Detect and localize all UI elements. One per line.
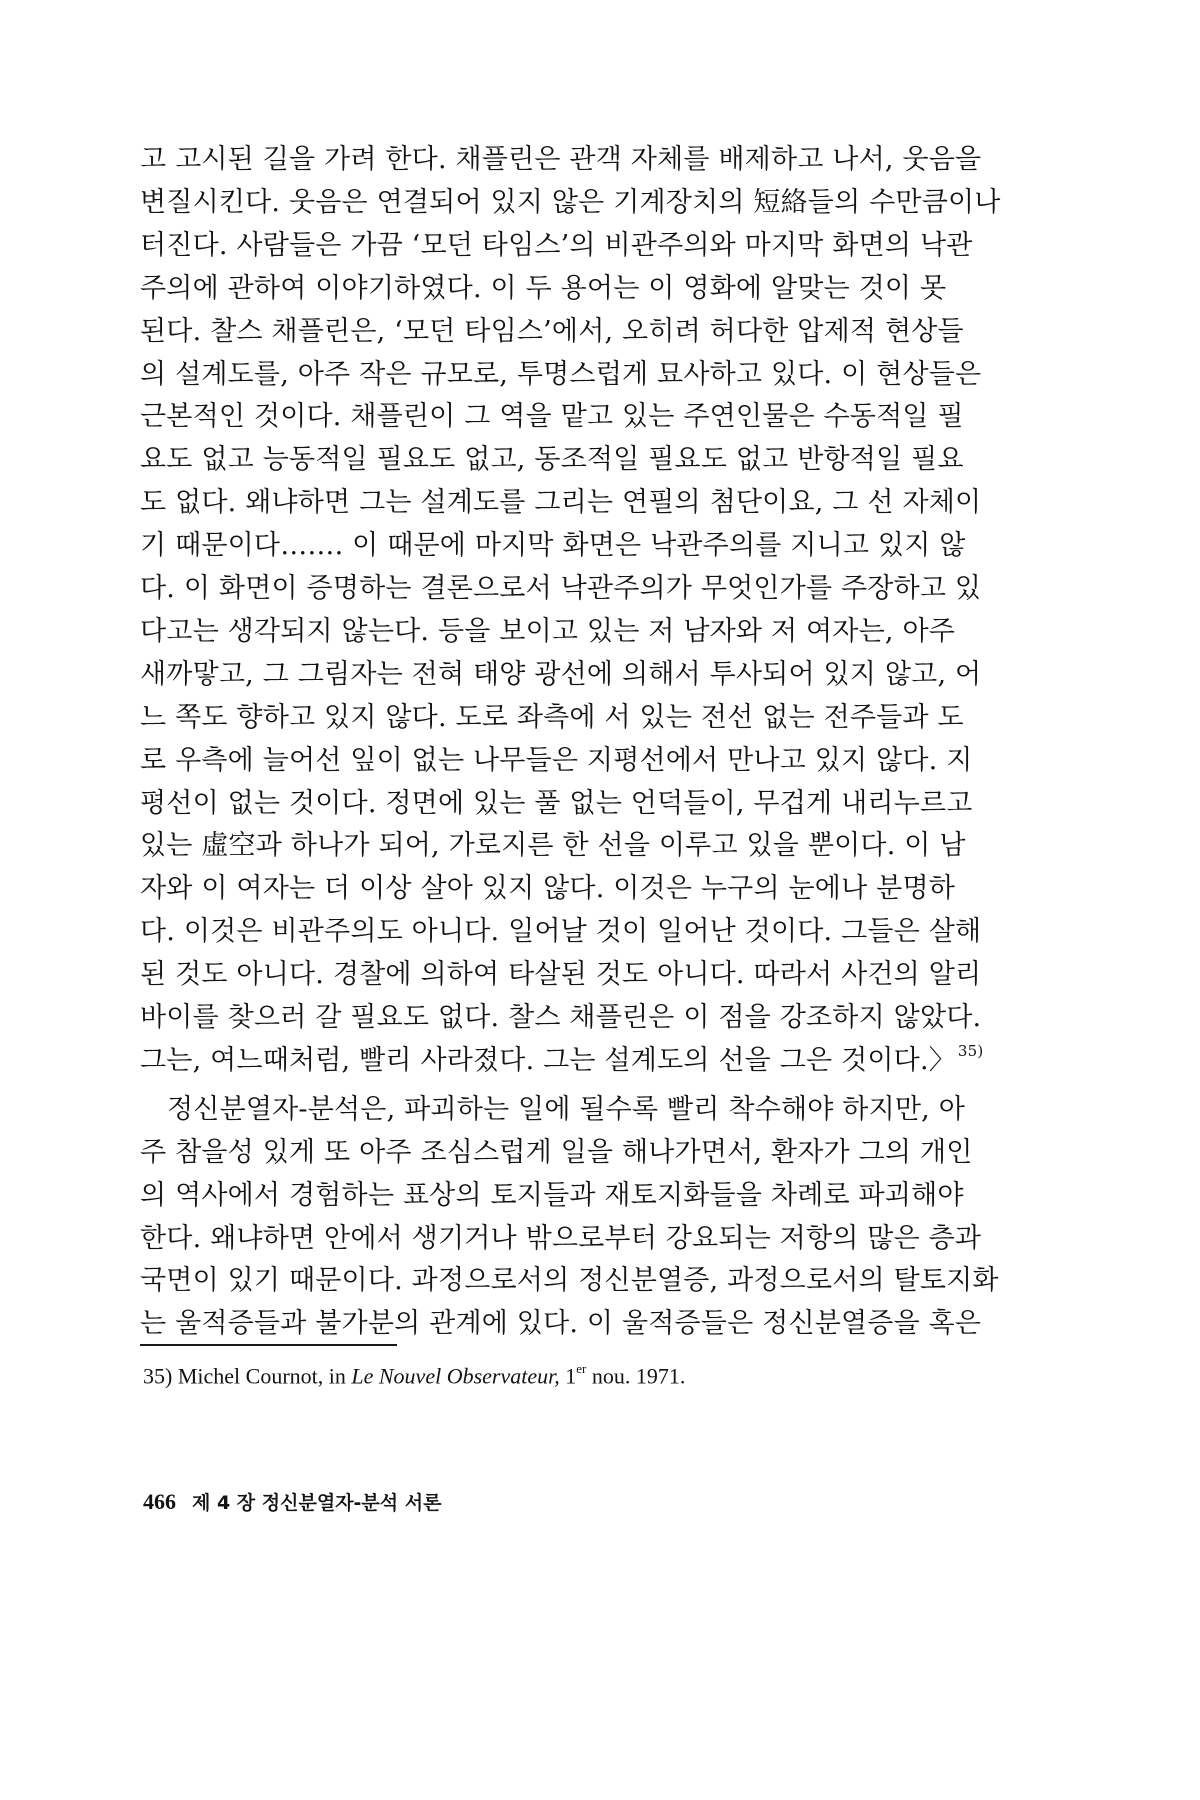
body-line (140, 355, 982, 395)
body-line-text: 로 우측에 늘어선 잎이 없는 나무들은 지평선에서 만나고 있지 않다. 지 (140, 744, 973, 776)
body-line-text: 주 참을성 있게 또 아주 조심스럽게 일을 해나가면서, 환자가 그의 개인 (140, 1136, 973, 1168)
body-line-text: 자와 이 여자는 더 이상 살아 있지 않다. 이것은 누구의 눈에나 분명하 (140, 873, 956, 905)
body-line (140, 1090, 965, 1130)
footnote-author: Michel Cournot, in (177, 1363, 346, 1389)
body-line (140, 1133, 973, 1173)
body-line (140, 526, 966, 566)
body-line-text: 새까맣고, 그 그림자는 전혀 태양 광선에 의해서 투사되어 있지 않고, 어 (140, 658, 982, 690)
body-line-text: 다. 이 화면이 증명하는 결론으로서 낙관주의가 무엇인가를 주장하고 있 (140, 573, 982, 604)
body-line-text: 다고는 생각되지 않는다. 등을 보이고 있는 저 남자와 저 여자는, 아주 (140, 615, 956, 647)
body-line (140, 569, 982, 609)
body-line-text: 터진다. 사람들은 가끔 ‘모던 타임스’의 비관주의와 마지막 화면의 낙관 (140, 229, 973, 261)
body-line-text: 된 것도 아니다. 경찰에 의하여 타살된 것도 아니다. 따라서 사건의 알리 (140, 959, 982, 991)
body-line-text: 다. 이것은 비관주의도 아니다. 일어날 것이 일어난 것이다. 그들은 살해 (140, 916, 982, 948)
body-line (140, 698, 964, 738)
body-line-text: 는 울적증들과 불가분의 관계에 있다. 이 울적증들은 정신분열증을 혹은 (140, 1308, 982, 1340)
body-line (140, 1261, 999, 1301)
body-line-text: 된다. 찰스 채플린은, ‘모던 타임스’에서, 오히려 허다한 압제적 현상들 (140, 315, 964, 347)
body-line-text: 정신분열자-분석은, 파괴하는 일에 될수록 빨리 착수해야 하지만, 아 (167, 1093, 965, 1125)
body-line (140, 226, 973, 266)
footnote-title: Le Nouvel Observateur, (351, 1363, 560, 1389)
body-line (140, 1304, 982, 1344)
body-line-text: 느 쪽도 향하고 있지 않다. 도로 좌측에 서 있는 전선 없는 전주들과 도 (140, 701, 964, 733)
body-line (140, 1041, 984, 1081)
body-line (140, 140, 982, 180)
body-line-text: 있는 虛空과 하나가 되어, 가로지른 한 선을 이루고 있을 뿐이다. 이 남 (140, 830, 966, 862)
body-line (140, 269, 947, 309)
footnote-label: 35) (143, 1363, 173, 1389)
footnote-day: 1 (565, 1363, 577, 1389)
body-line-text: 의 역사에서 경험하는 표상의 토지들과 재토지화들을 차례로 파괴해야 (140, 1179, 964, 1211)
body-line (140, 655, 982, 695)
body-line (140, 183, 1001, 223)
body-line (140, 741, 973, 781)
chapter-title: 제 4 장 정신분열자-분석 서론 (192, 1492, 442, 1514)
body-line-text: 도 없다. 왜냐하면 그는 설계도를 그리는 연필의 첨단이요, 그 선 자체이 (140, 487, 982, 519)
body-line-text: 평선이 없는 것이다. 정면에 있는 풀 없는 언덕들이, 무겁게 내리누르고 (140, 787, 973, 819)
footnote-date: nou. 1971. (591, 1363, 686, 1389)
body-line-text: 요도 없고 능동적일 필요도 없고, 동조적일 필요도 없고 반항적일 필요 (140, 444, 964, 476)
footnote-reference-mark: 35) (957, 1041, 984, 1060)
body-line-text: 주의에 관하여 이야기하였다. 이 두 용어는 이 영화에 알맞는 것이 못 (140, 272, 947, 304)
body-line-text: 기 때문이다……. 이 때문에 마지막 화면은 낙관주의를 지니고 있지 않 (140, 530, 966, 562)
body-line-text: 의 설계도를, 아주 작은 규모로, 투명스럽게 묘사하고 있다. 이 현상들은 (140, 358, 982, 390)
body-line (140, 440, 964, 480)
body-line (140, 1176, 964, 1216)
body-line-text: 근본적인 것이다. 채플린이 그 역을 맡고 있는 주연인물은 수동적일 필 (140, 401, 964, 433)
footnote (143, 1354, 685, 1388)
body-line (140, 312, 964, 352)
body-line (140, 397, 964, 437)
footnote-day-suffix: er (576, 1361, 587, 1376)
page-number: 466 (143, 1489, 176, 1514)
body-line (140, 869, 956, 909)
body-line-text: 국면이 있기 때문이다. 과정으로서의 정신분열증, 과정으로서의 탈토지화 (140, 1265, 999, 1297)
body-line-text: 고 고시된 길을 가려 한다. 채플린은 관객 자체를 배제하고 나서, 웃음을 (140, 144, 982, 175)
body-line-text: 바이를 찾으러 갈 필요도 없다. 찰스 채플린은 이 점을 강조하지 않았다. (140, 1002, 982, 1033)
footnote-rule (140, 1344, 397, 1346)
body-line (140, 612, 956, 652)
body-line (140, 955, 982, 995)
body-line (140, 998, 982, 1038)
body-line (140, 483, 982, 523)
body-line-text: 변질시킨다. 웃음은 연결되어 있지 않은 기계장치의 短絡들의 수만큼이나 (140, 186, 1001, 218)
body-line-text: 한다. 왜냐하면 안에서 생기거나 밖으로부터 강요되는 저항의 많은 층과 (140, 1222, 982, 1254)
body-line (140, 912, 982, 952)
body-line (140, 784, 973, 824)
body-line (140, 1219, 982, 1259)
body-line-text: 그는, 여느때처럼, 빨리 사라졌다. 그는 설계도의 선을 그은 것이다.〉 (140, 1044, 956, 1076)
running-foot (143, 1485, 441, 1519)
body-line (140, 826, 966, 866)
